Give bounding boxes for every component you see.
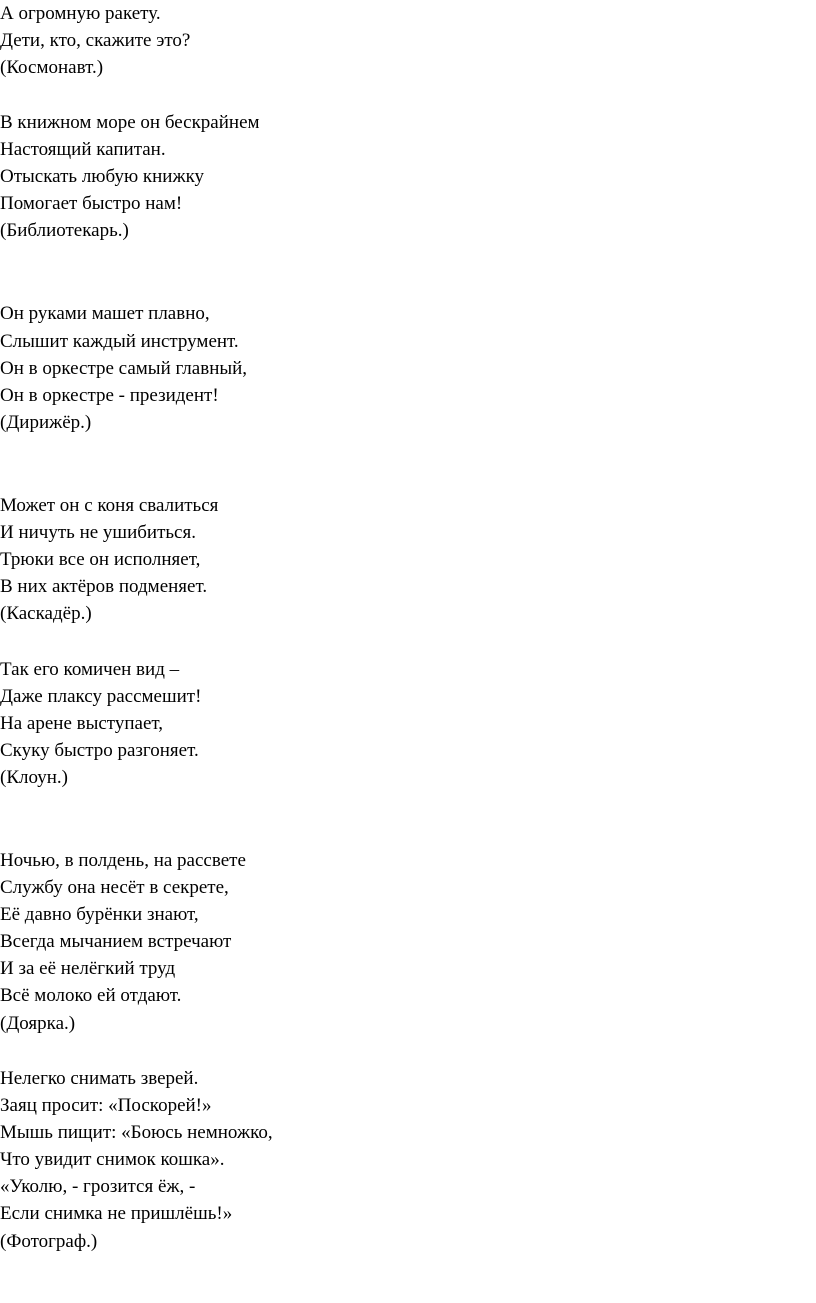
- text-line: Слышит каждый инструмент.: [0, 331, 239, 352]
- text-line: Он в оркестре - президент!: [0, 385, 219, 406]
- text-line: (Каскадёр.): [0, 603, 92, 624]
- text-line: Дети, кто, скажите это?: [0, 30, 191, 51]
- text-line: Что увидит снимок кошка».: [0, 1149, 225, 1170]
- text-line: Он в оркестре самый главный,: [0, 358, 248, 379]
- text-line: Трюки все он исполняет,: [0, 549, 201, 570]
- text-line: В книжном море он бескрайнем: [0, 112, 260, 133]
- text-line: (Клоун.): [0, 767, 69, 788]
- text-line: В них актёров подменяет.: [0, 576, 208, 597]
- text-line: И за её нелёгкий труд: [0, 958, 176, 979]
- text-line: Настоящий капитан.: [0, 139, 166, 160]
- text-line: Всегда мычанием встречают: [0, 931, 232, 952]
- text-line: Нелегко снимать зверей.: [0, 1068, 199, 1089]
- text-line: «Уколю, - грозится ёж, -: [0, 1176, 196, 1197]
- text-line: Помогает быстро нам!: [0, 193, 183, 214]
- text-line: Всё молоко ей отдают.: [0, 985, 182, 1006]
- text-line: (Доярка.): [0, 1013, 76, 1034]
- text-line: (Библиотекарь.): [0, 220, 129, 241]
- text-line: Мышь пищит: «Боюсь немножко,: [0, 1122, 273, 1143]
- text-line: Так его комичен вид –: [0, 659, 180, 680]
- text-line: Её давно бурёнки знают,: [0, 904, 199, 925]
- text-line: Ночью, в полдень, на рассвете: [0, 850, 246, 871]
- text-line: Он руками машет плавно,: [0, 303, 210, 324]
- text-line: На арене выступает,: [0, 713, 164, 734]
- text-line: Скуку быстро разгоняет.: [0, 740, 199, 761]
- text-line: Отыскать любую книжку: [0, 166, 205, 187]
- text-line: И ничуть не ушибиться.: [0, 522, 196, 543]
- text-line: (Дирижёр.): [0, 412, 92, 433]
- text-line: Может он с коня свалиться: [0, 495, 219, 516]
- text-line: А огромную ракету.: [0, 3, 161, 24]
- text-line: (Фотограф.): [0, 1231, 98, 1252]
- text-line: Заяц просит: «Поскорей!»: [0, 1095, 212, 1116]
- text-line: (Космонавт.): [0, 57, 104, 78]
- text-line: Службу она несёт в секрете,: [0, 877, 229, 898]
- text-line: Если снимка не пришлёшь!»: [0, 1203, 233, 1224]
- text-line: Даже плаксу рассмешит!: [0, 686, 202, 707]
